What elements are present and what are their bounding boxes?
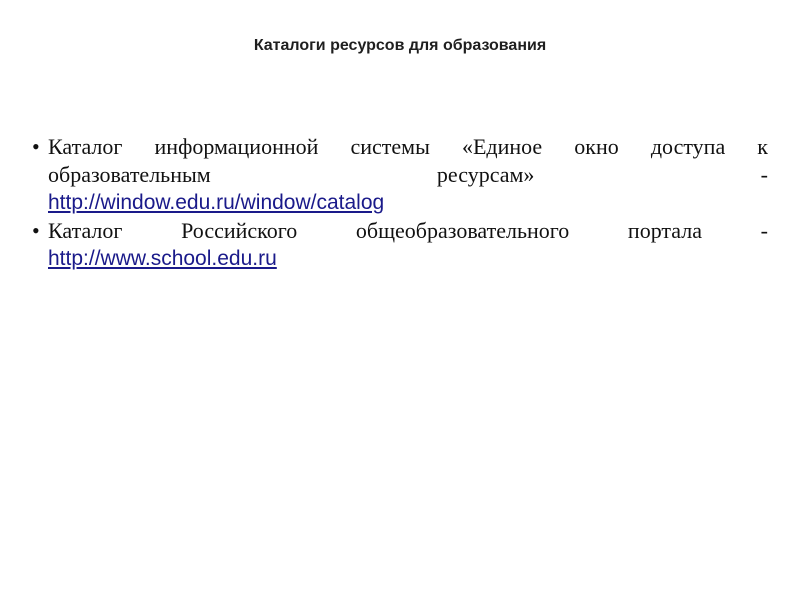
school-portal-link[interactable]: http://www.school.edu.ru [48, 247, 277, 270]
list-item [30, 217, 768, 273]
bullet-icon: • [32, 218, 40, 243]
slide-title: Каталоги ресурсов для образования [253, 37, 547, 54]
list-item [30, 133, 768, 217]
bullet-icon: • [32, 134, 40, 159]
list-item-text: Каталог информационной системы «Единое окно доступа к образовательным ресурсам» - [48, 134, 768, 187]
list-item-text: Каталог Российского общеобразовательного портала - [48, 218, 768, 243]
resource-list [30, 133, 768, 273]
catalog-link[interactable]: http://window.edu.ru/window/catalog [48, 191, 385, 214]
